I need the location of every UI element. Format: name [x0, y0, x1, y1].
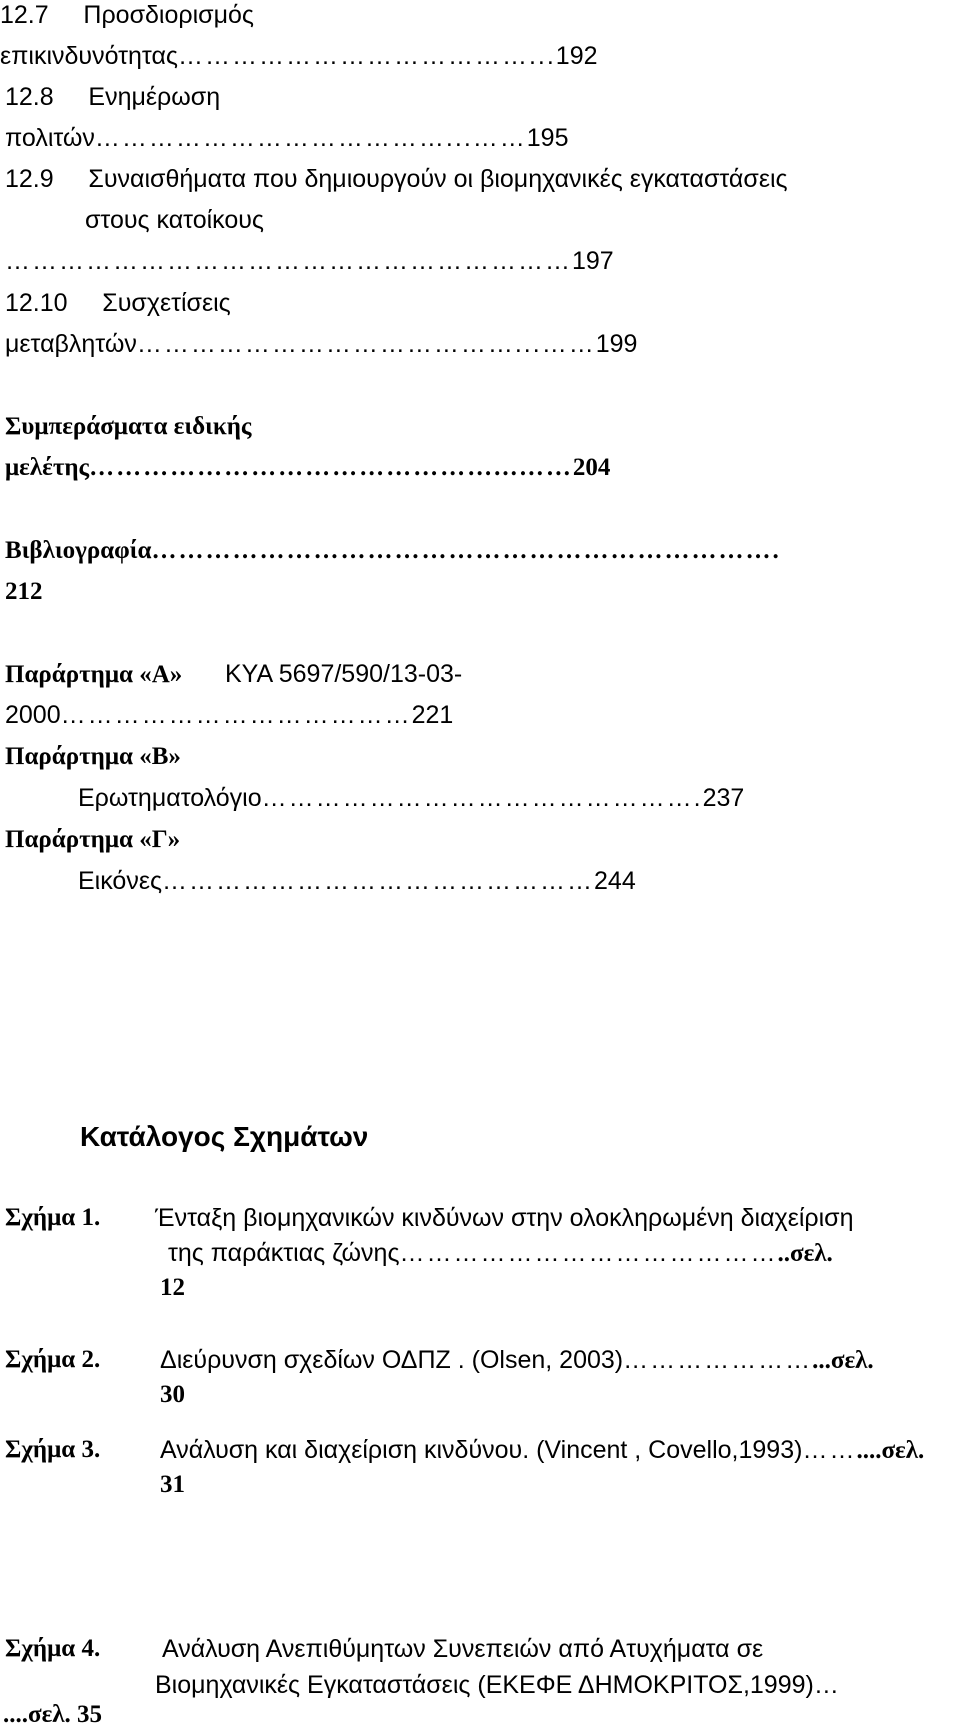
figure-page-3: 31: [160, 1471, 185, 1498]
appendix-label: Παράρτημα «Β»: [5, 743, 181, 770]
dot-leader: …………………………………: [60, 701, 412, 729]
page-number: 195: [526, 124, 569, 152]
figure-label-1: Σχήμα 1.: [5, 1204, 101, 1231]
entry-title-cont: μεταβλητών: [5, 330, 137, 358]
toc-entry-12-10: [5, 288, 231, 318]
entry-title-cont: μελέτης: [5, 454, 90, 481]
caption-text: της παράκτιας ζώνης: [168, 1239, 400, 1267]
toc-entry-12-9: [5, 164, 788, 194]
appendix-text: ΚΥΑ 5697/590/13-03-: [225, 660, 463, 688]
page-number: 197: [572, 247, 614, 275]
dot-leader: …………………: [623, 1346, 813, 1374]
dot-leader: ……………………………………...……: [136, 330, 596, 358]
figures-heading: Κατάλογος Σχημάτων: [80, 1121, 369, 1152]
entry-title: Συναισθήματα που δημιουργούν οι βιομηχανικές εγκαταστάσεις: [88, 165, 788, 193]
toc-entry-bibliography-page: [5, 577, 43, 607]
entry-title: Ενημέρωση: [88, 83, 221, 111]
entry-title: Συσχετίσεις: [102, 289, 231, 317]
figure-label-4: Σχήμα 4.: [5, 1635, 101, 1662]
dot-leader: …………………………………………………………….: [151, 537, 781, 564]
dot-leader: ………………………………………….: [261, 784, 703, 812]
dot-leader: ………………………………………...……: [89, 454, 573, 481]
dot-leader: ………………………………………………………: [5, 247, 572, 275]
dot-leader: …………………………………...……: [94, 124, 527, 152]
figure-caption-3: [160, 1435, 924, 1466]
figure-caption-4-cont: [155, 1670, 841, 1700]
figure-page-1: 12: [160, 1274, 185, 1301]
toc-entry-conclusions: [5, 412, 251, 442]
appendix-text: Ερωτηματολόγιο: [78, 784, 262, 812]
toc-entry-12-7: [0, 0, 254, 30]
toc-entry-appendix-c: [5, 825, 180, 855]
caption-text: Βιομηχανικές Εγκαταστάσεις (ΕΚΕΦΕ ΔΗΜΟΚΡΙΤΟΣ,1999): [155, 1671, 814, 1699]
figure-caption-2: [160, 1345, 874, 1376]
figure-label-2: Σχήμα 2.: [5, 1346, 101, 1373]
toc-entry-appendix-c-cont: [78, 866, 636, 896]
entry-title-cont: επικινδυνότητας: [0, 42, 178, 70]
toc-entry-12-8-cont: [5, 123, 568, 153]
page-number: 192: [555, 42, 598, 70]
toc-entry-bibliography: [5, 536, 781, 566]
page-number: 237: [702, 784, 745, 812]
figure-caption-1: Ένταξη βιομηχανικών κινδύνων στην ολοκληρωμένη διαχείριση: [155, 1204, 854, 1232]
toc-entry-12-7-cont: [0, 41, 598, 71]
caption-text: Διεύρυνση σχεδίων ΟΔΠΖ . (Olsen, 2003): [160, 1346, 624, 1374]
toc-entry-appendix-a-cont: [5, 700, 453, 730]
section-number: 12.8: [5, 83, 54, 111]
entry-title: Βιβλιογραφία: [5, 537, 152, 564]
appendix-label: Παράρτημα «Α»: [5, 661, 183, 688]
dot-leader: …………………………………...: [177, 42, 556, 70]
page-prefix: ..σελ.: [777, 1240, 833, 1267]
toc-entry-conclusions-cont: [5, 453, 610, 483]
toc-entry-12-9-leader: [5, 246, 614, 276]
appendix-text: Εικόνες: [78, 867, 163, 895]
entry-title: Προσδιορισμός: [83, 1, 254, 29]
figure-caption-1-cont: [168, 1238, 833, 1269]
page-number: 204: [572, 454, 611, 481]
toc-entry-appendix-b: [5, 742, 181, 772]
dot-leader: ……: [802, 1436, 857, 1464]
appendix-label: Παράρτημα «Γ»: [5, 826, 181, 853]
caption-text: Ανάλυση και διαχείριση κινδύνου. (Vincent , Covello,1993): [160, 1436, 803, 1464]
page-prefix: ...σελ.: [812, 1347, 874, 1374]
figure-label-3: Σχήμα 3.: [5, 1436, 101, 1463]
figure-caption-4: Ανάλυση Ανεπιθύμητων Συνεπειών από Ατυχήματα σε: [162, 1635, 764, 1663]
appendix-text-cont: 2000: [5, 701, 61, 729]
entry-title-cont: πολιτών: [5, 124, 95, 152]
section-number: 12.9: [5, 165, 54, 193]
dot-leader: …………………………………………: [162, 867, 595, 895]
toc-entry-12-9-cont: [85, 205, 264, 235]
page-prefix: ....σελ.: [856, 1437, 925, 1464]
entry-title-cont: στους κατοίκους: [85, 206, 264, 234]
toc-entry-appendix-b-cont: [78, 783, 744, 813]
section-number: 12.10: [5, 289, 68, 317]
toc-entry-appendix-a: [5, 659, 462, 690]
figure-page-2: 30: [160, 1381, 185, 1408]
page-number: 244: [594, 867, 636, 895]
toc-entry-12-10-cont: [5, 329, 637, 359]
page-number: 221: [411, 701, 454, 729]
page-number: 212: [5, 578, 43, 605]
section-number: 12.7: [0, 1, 49, 29]
dot-leader: ……………………………………: [399, 1239, 778, 1267]
entry-title: Συμπεράσματα ειδικής: [5, 413, 252, 440]
toc-entry-12-8: [5, 82, 220, 112]
figure-page-4: ....σελ. 35: [3, 1701, 103, 1728]
page-number: 199: [595, 330, 638, 358]
dot-leader: …: [813, 1671, 841, 1699]
